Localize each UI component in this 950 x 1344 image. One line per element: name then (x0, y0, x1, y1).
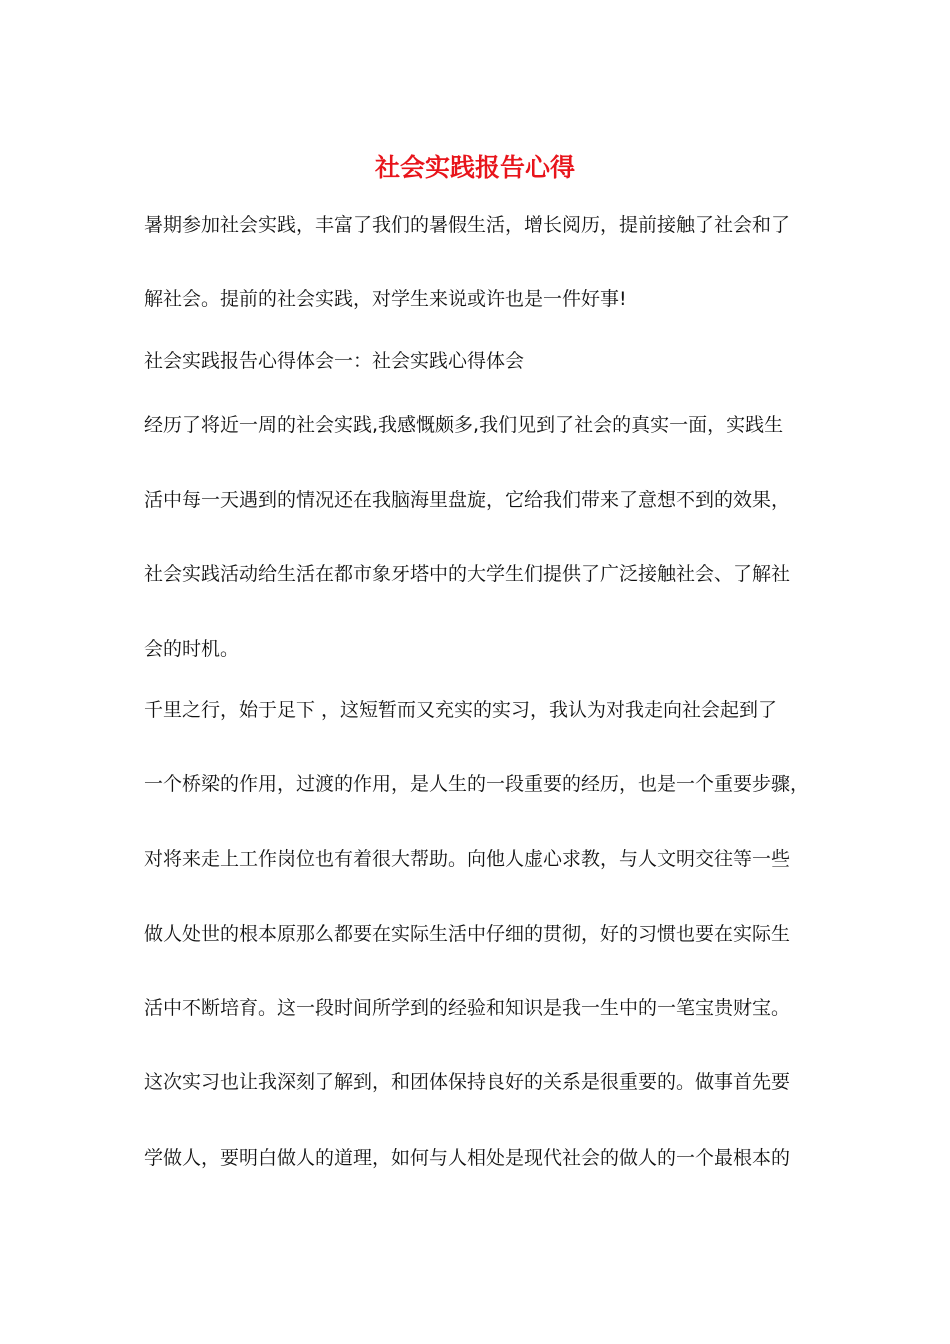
body-line-14: 学做人，要明白做人的道理，如何与人相处是现代社会的做人的一个最根本的 (144, 1147, 791, 1169)
body-line-13: 这次实习也让我深刻了解到，和团体保持良好的关系是很重要的。做事首先要 (144, 1071, 791, 1093)
body-line-8: 千里之行，始于足下 ，这短暂而又充实的实习，我认为对我走向社会起到了 (144, 699, 778, 721)
body-line-4: 经历了将近一周的社会实践,我感慨颇多,我们见到了社会的真实一面，实践生 (144, 414, 784, 436)
body-line-6: 社会实践活动给生活在都市象牙塔中的大学生们提供了广泛接触社会、了解社 (144, 563, 791, 585)
page-title: 社会实践报告心得 (374, 153, 575, 182)
body-line-9: 一个桥梁的作用，过渡的作用，是人生的一段重要的经历，也是一个重要步骤， (144, 773, 810, 795)
body-line-12: 活中不断培育。这一段时间所学到的经验和知识是我一生中的一笔宝贵财宝。 (144, 997, 791, 1019)
body-line-5: 活中每一天遇到的情况还在我脑海里盘旋，它给我们带来了意想不到的效果， (144, 489, 791, 511)
body-line-11: 做人处世的根本原那么都要在实际生活中仔细的贯彻，好的习惯也要在实际生 (144, 923, 791, 945)
body-line-7: 会的时机。 (144, 638, 240, 660)
body-line-2: 解社会。提前的社会实践，对学生来说或许也是一件好事! (144, 288, 627, 310)
body-line-1: 暑期参加社会实践，丰富了我们的暑假生活，增长阅历，提前接触了社会和了 (144, 214, 791, 236)
body-line-10: 对将来走上工作岗位也有着很大帮助。向他人虚心求教，与人文明交往等一些 (144, 848, 791, 870)
section-heading: 社会实践报告心得体会一：社会实践心得体会 (144, 350, 525, 372)
